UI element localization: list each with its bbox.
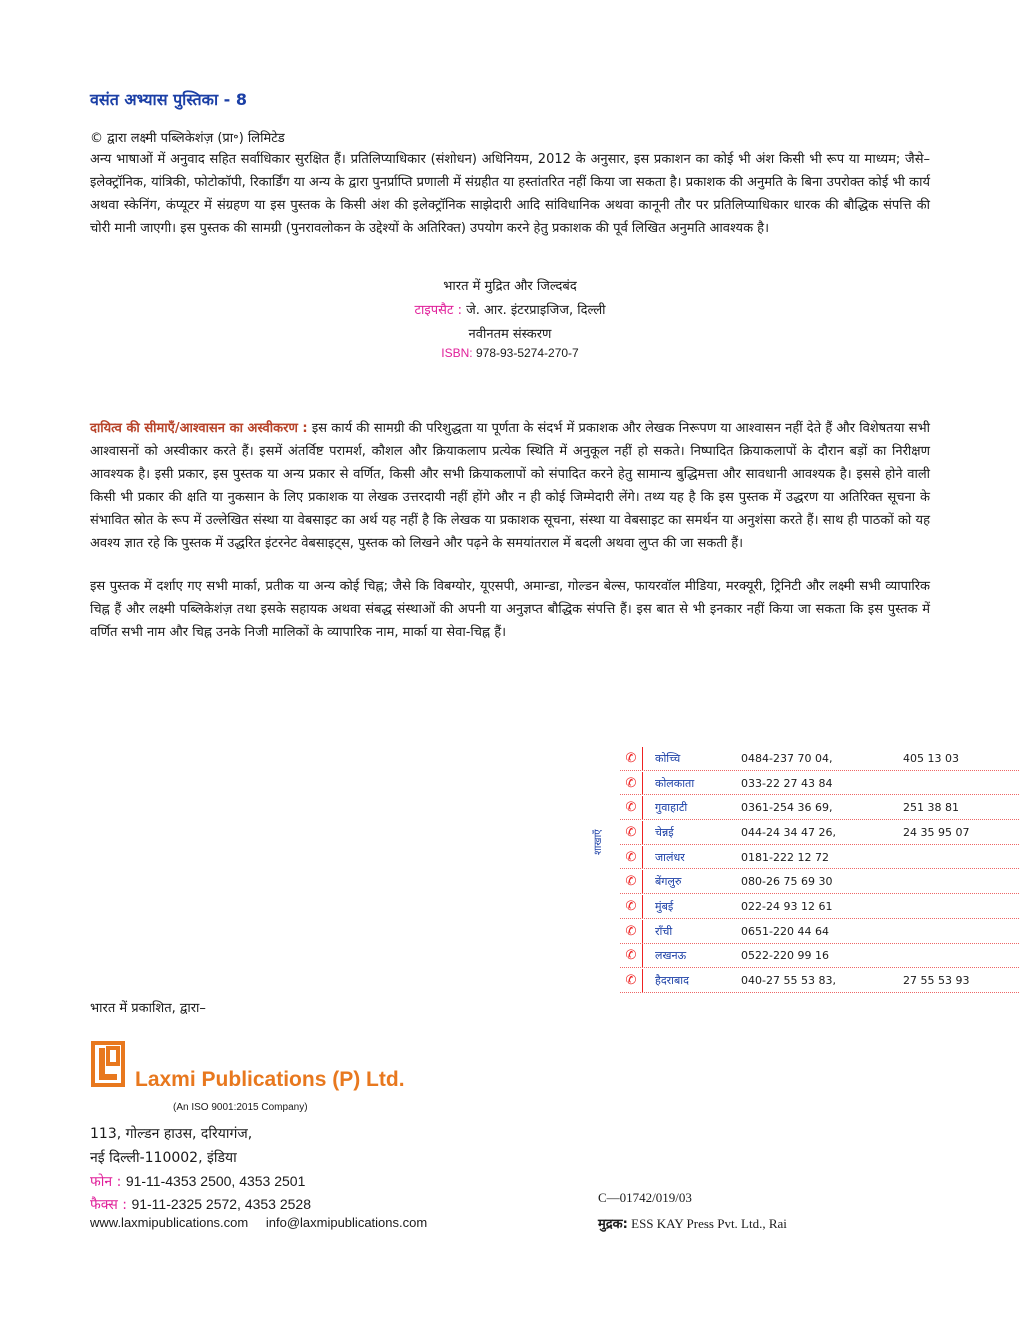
branch-phone-1: 022-24 93 12 61 [741, 899, 833, 913]
branch-row [620, 845, 969, 870]
branch-row [620, 869, 969, 894]
website-link[interactable]: www.laxmipublications.com [90, 1215, 249, 1230]
branch-row [620, 968, 969, 993]
branch-phone-2: 405 13 03 [903, 751, 959, 765]
branch-city: जालंधर [655, 850, 685, 864]
typeset-label: टाइपसैट : [414, 303, 462, 318]
printed-bound-line: भारत में मुद्रित और जिल्दबंद [443, 279, 577, 294]
branch-phone-2: 24 35 95 07 [903, 825, 970, 839]
phone-icon: ✆ [620, 895, 643, 918]
branch-city: गुवाहाटी [655, 801, 688, 815]
branches-list [620, 746, 969, 993]
laxmi-logo-icon [90, 1040, 126, 1088]
branch-phone-1: 0484-237 70 04, [741, 751, 833, 765]
phone-icon: ✆ [620, 846, 643, 869]
branch-phone-1: 044-24 34 47 26, [741, 825, 836, 839]
branch-phone-2: 251 38 81 [903, 801, 959, 815]
typeset-value: जे. आर. इंटरप्राइजिज, दिल्ली [466, 303, 606, 318]
phone-label: फोन : [90, 1174, 122, 1190]
branch-phone-1: 0181-222 12 72 [741, 850, 829, 864]
branches-label: शाखाएँ [593, 829, 604, 855]
address-line-1: 113, गोल्डन हाउस, दरियागंज, [90, 1126, 253, 1142]
company-name: Laxmi Publications (P) Ltd. [135, 1068, 405, 1091]
trademark-paragraph: इस पुस्तक में दर्शाए गए सभी मार्का, प्रतीक या अन्य कोई चिह्न; जैसे कि विबग्योर, यूएसपी, अमान्डा, गोल्डन बेल्स, फायरवॉल मीडिया, मरक्यूरी, ट्रिनिटी और लक्ष्मी सभी व्यापारिक चिह्न हैं और लक्ष्मी पब्लिकेशंज़ तथा इसके सहायक अथवा संबद्ध संस्थाओं की अपनी या अनुज्ञप्त बौद्धिक संपत्ति हैं। इस बात से भी इनकार नहीं किया जा सकता कि इस पुस्तक में वर्णित सभी नाम और चिह्न उनके निजी मालिकों के व्यापारिक नाम, मार्का या सेवा-चिह्न हैं। [90, 579, 930, 640]
branch-phone-1: 0651-220 44 64 [741, 924, 829, 938]
row-divider [620, 992, 1020, 993]
phone-value: 91-11-4353 2500, 4353 2501 [125, 1173, 306, 1189]
fax-line [90, 1195, 311, 1214]
printer-line [598, 1214, 787, 1232]
phone-icon: ✆ [620, 772, 643, 795]
book-code: C—01742/019/03 [598, 1190, 692, 1205]
branch-row [620, 795, 969, 820]
branch-row [620, 894, 969, 919]
printer-value: ESS KAY Press Pvt. Ltd., Rai [631, 1216, 787, 1231]
isbn-line [0, 346, 1020, 360]
phone-line [90, 1172, 305, 1191]
branch-city: राँची [655, 924, 673, 938]
fax-label: फैक्स : [90, 1197, 127, 1213]
disclaimer-body: इस कार्य की सामग्री की परिशुद्धता या पूर्णता के संदर्भ में प्रकाशक और लेखक निरूपण या आश्वासन नहीं देते हैं और विशेषतया सभी आश्वासनों को अस्वीकार करते हैं। इसमें अंतर्विष्ट परामर्श, कौशल और क्रियाकलाप प्रत्येक स्थिति में अनुकूल नहीं हो सकते। निष्पादित क्रियाकलापों के दौरान बड़ों का निरीक्षण आवश्यक है। इसी प्रकार, इस पुस्तक या अन्य प्रकार से वर्णित, किसी और सभी क्रियाकलापों को संपादित करने हेतु सामान्य बुद्धिमत्ता और सावधानी आवश्यक है। इससे होने वाली किसी भी प्रकार की क्षति या नुकसान के लिए प्रकाशक या लेखक उत्तरदायी नहीं होंगे और न ही कोई जिम्मेदारी लेंगे। तथ्य यह है कि इस पुस्तक में उद्धरण या अतिरिक्त सूचना के संभावित स्रोत के रूप में उल्लेखित संस्था या वेबसाइट का अर्थ यह नहीं है कि लेखक या प्रकाशक सूचना, संस्था या वेबसाइट का समर्थन या अनुशंसा करते हैं। साथ ही पाठकों को यह अवश्य ज्ञात रहे कि पुस्तक में उद्धरित इंटरनेट वेबसाइट्स, पुस्तक को लिखने और पढ़ने के समयांतराल में बदली अथवा लुप्त की जा सकती हैं। [90, 421, 930, 551]
branch-city: लखनऊ [655, 949, 687, 963]
branch-phone-2: 27 55 53 93 [903, 974, 970, 988]
isbn-value: 978-93-5274-270-7 [475, 346, 579, 360]
phone-icon: ✆ [620, 796, 643, 819]
disclaimer-heading: दायित्व की सीमाएँ/आश्वासन का अस्वीकरण : [90, 421, 308, 436]
branch-city: कोलकाता [655, 776, 695, 790]
branch-city: हैदराबाद [655, 974, 690, 988]
disclaimer-paragraph [90, 417, 930, 555]
book-title: वसंत अभ्यास पुस्तिका - 8 [90, 90, 248, 109]
iso-line: (An ISO 9001:2015 Company) [173, 1102, 308, 1113]
branch-row [620, 820, 969, 845]
fax-value: 91-11-2325 2572, 4353 2528 [131, 1196, 312, 1212]
phone-icon: ✆ [620, 944, 643, 967]
branch-city: मुंबई [655, 899, 674, 913]
branch-row [620, 771, 969, 796]
branch-phone-1: 080-26 75 69 30 [741, 875, 833, 889]
rights-paragraph: अन्य भाषाओं में अनुवाद सहित सर्वाधिकार सुरक्षित हैं। प्रतिलिप्याधिकार (संशोधन) अधिनियम, 2012 के अनुसार, इस प्रकाशन का कोई भी अंश किसी भी रूप या माध्यम; जैसे–इलेक्ट्रॉनिक, यांत्रिकी, फोटोकॉपी, रिकार्डिंग या अन्य के द्वारा पुनर्प्राप्ति प्रणाली में संग्रहीत या हस्तांतरित नहीं किया जा सकता है। प्रकाशक की अनुमति के बिना उपरोक्त कोई भी कार्य अथवा स्केनिंग, कंप्यूटर में संग्रहण या इस पुस्तक के किसी अंश की इलेक्ट्रॉनिक साझेदारी आदि सांविधानिक अथवा कानूनी तौर पर प्रतिलिप्याधिकार धारक की बौद्धिक संपत्ति की चोरी मानी जाएगी। इस पुस्तक की सामग्री (पुनरावलोकन के उद्देश्यों के अतिरिक्त) उपयोग करने हेतु प्रकाशक की पूर्व लिखित अनुमति आवश्यक है। [90, 152, 930, 236]
branch-row [620, 746, 969, 771]
phone-icon: ✆ [620, 870, 643, 893]
printer-label: मुद्रक: [598, 1217, 628, 1232]
contact-line [90, 1215, 427, 1230]
branch-city: बेंगलुरु [655, 875, 682, 889]
branch-city: चेन्नई [655, 825, 674, 839]
phone-icon: ✆ [620, 747, 643, 770]
branch-row [620, 944, 969, 969]
phone-icon: ✆ [620, 920, 643, 943]
published-by: भारत में प्रकाशित, द्वारा– [90, 1001, 206, 1016]
branch-city: कोच्चि [655, 751, 681, 765]
branch-row [620, 919, 969, 944]
email-link[interactable]: info@laxmipublications.com [265, 1215, 428, 1230]
phone-icon: ✆ [620, 821, 643, 844]
branch-phone-1: 0522-220 99 16 [741, 949, 829, 963]
copyright-line: © द्वारा लक्ष्मी पब्लिकेशंज़ (प्रा॰) लिमिटेड [90, 131, 285, 146]
phone-icon: ✆ [620, 969, 643, 992]
branch-phone-1: 033-22 27 43 84 [741, 776, 833, 790]
branch-phone-1: 040-27 55 53 83, [741, 974, 836, 988]
branch-phone-1: 0361-254 36 69, [741, 801, 833, 815]
edition-line: नवीनतम संस्करण [468, 327, 552, 342]
isbn-label: ISBN: [441, 346, 473, 360]
typeset-line [0, 300, 1020, 318]
address-line-2: नई दिल्ली-110002, इंडिया [90, 1150, 237, 1166]
